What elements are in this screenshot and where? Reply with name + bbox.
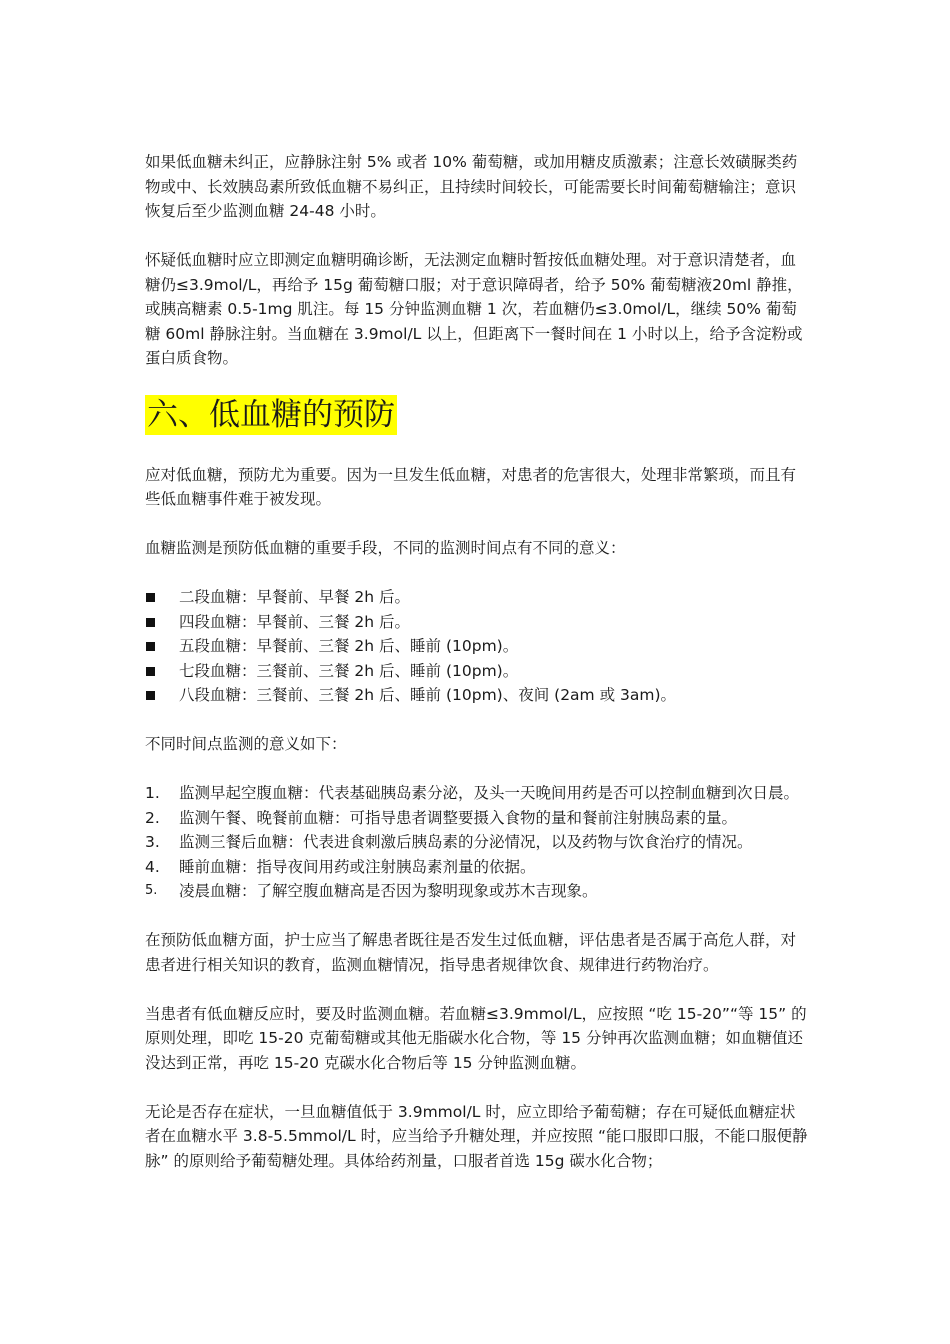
paragraph-15-15-rule: 当患者有低血糖反应时，要及时监测血糖。若血糖≤3.9mmol/L，应按照 “吃 15-20”“等 15” 的原则处理，即吃 15-20 克葡萄糖或其他无脂碳水化合物，等 15 分钟再次监测血糖；如血糖值还没达到正常，再吃 15-20 克碳水化合物后等 15 分钟监测血糖。	[145, 1004, 807, 1072]
list-item: 2. 监测午餐、晚餐前血糖：可指导患者调整要摄入食物的量和餐前注射胰岛素的量。	[145, 806, 810, 831]
list-item: 七段血糖：三餐前、三餐 2h 后、睡前 (10pm)。	[145, 659, 810, 684]
list-item: 4. 睡前血糖：指导夜间用药或注射胰岛素剂量的依据。	[145, 855, 810, 880]
square-bullet-icon	[146, 593, 155, 602]
list-item: 八段血糖：三餐前、三餐 2h 后、睡前 (10pm)、夜间 (2am 或 3am)。	[145, 683, 810, 708]
list-number: 5.	[145, 883, 158, 898]
monitoring-meaning-list	[145, 781, 810, 904]
square-bullet-icon	[146, 618, 155, 627]
paragraph-monitoring-intro: 血糖监测是预防低血糖的重要手段，不同的监测时间点有不同的意义：	[145, 539, 626, 557]
paragraph-prevention-intro: 应对低血糖，预防尤为重要。因为一旦发生低血糖，对患者的危害很大，处理非常繁琐，而且有些低血糖事件难于被发现。	[145, 465, 797, 508]
square-bullet-icon	[146, 642, 155, 651]
paragraph-glucose-administration: 无论是否存在症状，一旦血糖值低于 3.9mmol/L 时，应立即给予葡萄糖；存在可疑低血糖症状者在血糖水平 3.8-5.5mmol/L 时，应当给予升糖处理，并应按照 “能口服即口服，不能口服便静脉” 的原则给予葡萄糖处理。具体给药剂量，口服者首选 15g 碳水化合物；	[145, 1102, 808, 1170]
section-heading-text: 六、低血糖的预防	[147, 396, 395, 433]
list-item: 四段血糖：早餐前、三餐 2h 后。	[145, 610, 810, 635]
square-bullet-icon	[146, 667, 155, 676]
section-heading	[145, 393, 810, 437]
paragraph-suspected-hypoglycemia: 怀疑低血糖时应立即测定血糖明确诊断，无法测定血糖时暂按低血糖处理。对于意识清楚者，血糖仍≤3.9mol/L，再给予 15g 葡萄糖口服；对于意识障碍者，给予 50% 葡萄糖液20ml 静推，或胰高糖素 0.5-1mg 肌注。每 15 分钟监测血糖 1 次，若血糖仍≤3.0mol/L，继续 50% 葡萄糖 60ml 静脉注射。当血糖在 3.9mol/L 以上，但距离下一餐时间在 1 小时以上，给予含淀粉或蛋白质食物。	[145, 251, 803, 367]
square-bullet-icon	[146, 691, 155, 700]
paragraph-meaning-intro: 不同时间点监测的意义如下：	[145, 735, 347, 753]
list-item: 五段血糖：早餐前、三餐 2h 后、睡前 (10pm)。	[145, 634, 810, 659]
paragraph-uncorrected-hypoglycemia: 如果低血糖未纠正，应静脉注射 5% 或者 10% 葡萄糖，或加用糖皮质激素；注意长效磺脲类药物或中、长效胰岛素所致低血糖不易纠正，且持续时间较长，可能需要长时间葡萄糖输注；意识恢复后至少监测血糖 24-48 小时。	[145, 153, 798, 220]
list-number: 4.	[145, 857, 160, 876]
list-item: 5. 凌晨血糖：了解空腹血糖高是否因为黎明现象或苏木吉现象。	[145, 879, 810, 904]
list-number: 3.	[145, 833, 160, 851]
list-number: 1.	[145, 784, 160, 802]
paragraph-nurse-prevention: 在预防低血糖方面，护士应当了解患者既往是否发生过低血糖，评估患者是否属于高危人群，对患者进行相关知识的教育，监测血糖情况，指导患者规律饮食、规律进行药物治疗。	[145, 931, 797, 974]
list-item: 3. 监测三餐后血糖：代表进食刺激后胰岛素的分泌情况，以及药物与饮食治疗的情况。	[145, 830, 810, 855]
list-item: 1. 监测早起空腹血糖：代表基础胰岛素分泌，及头一天晚间用药是否可以控制血糖到次日晨。	[145, 781, 810, 806]
list-number: 2.	[145, 808, 160, 827]
monitoring-schedule-list	[145, 585, 810, 708]
list-item: 二段血糖：早餐前、早餐 2h 后。	[145, 585, 810, 610]
